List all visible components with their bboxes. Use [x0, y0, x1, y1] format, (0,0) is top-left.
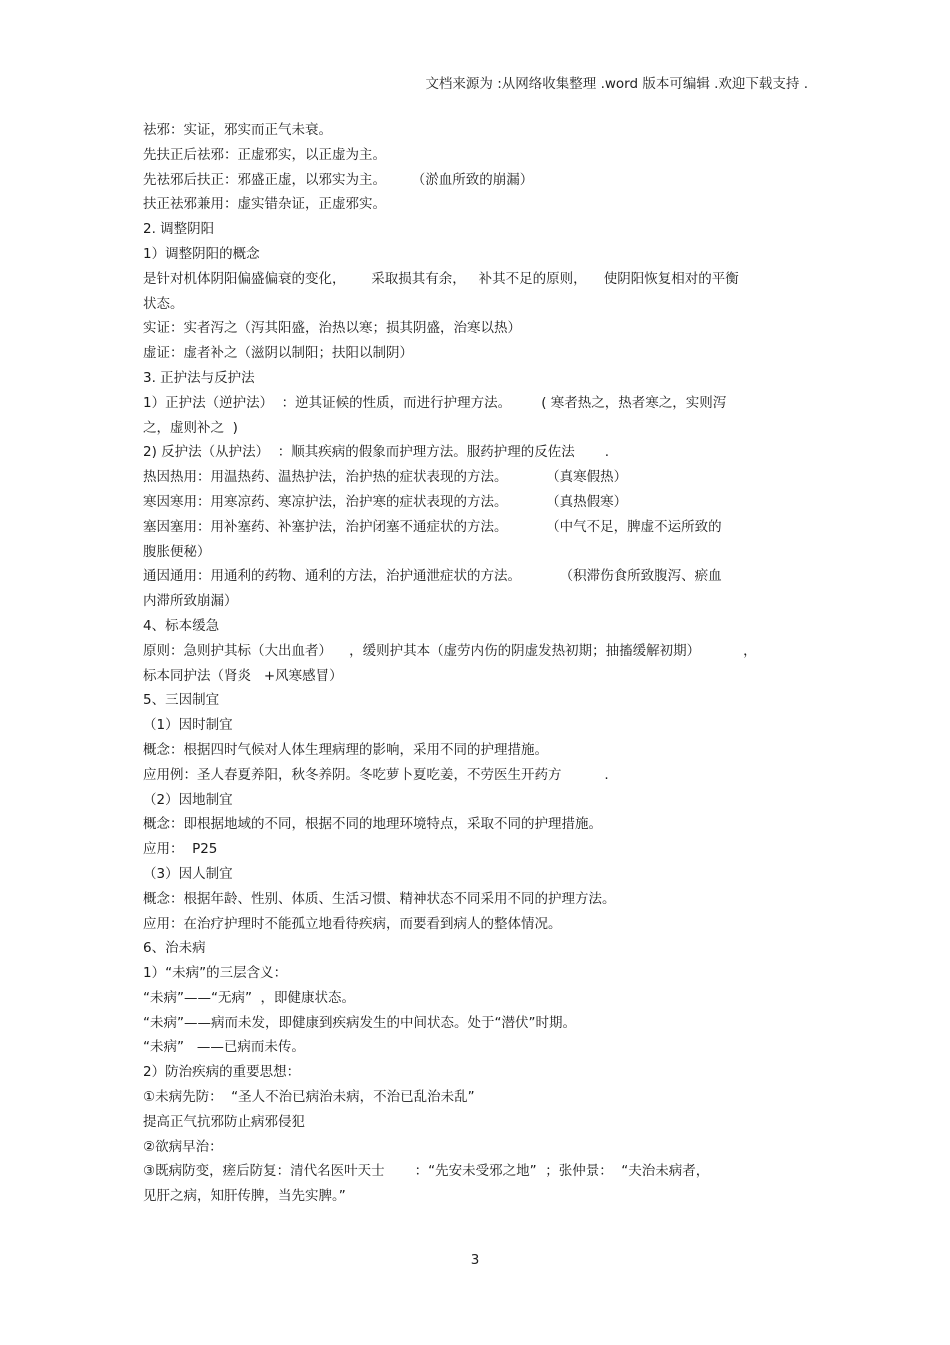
text-line: 祛邪：实证，邪实而正气未衰。	[143, 122, 332, 138]
text-line: 2) 反护法（从护法） ：顺其疾病的假象而护理方法。服药护理的反佐法 .	[143, 444, 610, 461]
text-line: 标本同护法（肾炎 +风寒感冒）	[143, 667, 343, 684]
text-line: 是针对机体阴阳偏盛偏衰的变化， 采取损其有余， 补其不足的原则， 使阴阳恢复相对的平衡	[143, 270, 739, 287]
text-line: “未病” ——已病而未传。	[143, 1039, 305, 1056]
page-number: 3	[470, 1252, 480, 1268]
text-line: 塞因塞用：用补塞药、补塞护法，治护闭塞不通症状的方法。 （中气不足，脾虚不运所致的	[143, 518, 722, 535]
text-line: 虚证：虚者补之（滋阴以制阳；扶阳以制阴）	[143, 345, 413, 362]
text-line: ③既病防变，瘥后防复：清代名医叶天士 ：“先安未受邪之地” ；张仲景： “夫治未病者，	[143, 1163, 710, 1180]
section-heading: 6、治未病	[143, 940, 206, 957]
subsection-heading: （2）因地制宜	[143, 791, 233, 808]
text-line: 先扶正后祛邪：正虚邪实，以正虚为主。	[143, 146, 386, 163]
section-heading: 5、三因制宜	[143, 692, 220, 709]
section-heading: 3. 正护法与反护法	[143, 369, 255, 386]
section-heading: 2. 调整阴阳	[143, 221, 215, 238]
page-header: 文档来源为 :从网络收集整理 .word 版本可编辑 .欢迎下载支持 .	[425, 76, 808, 92]
text-line: 应用： P25	[143, 841, 218, 858]
document-body	[143, 118, 808, 1209]
text-line: 寒因寒用：用寒凉药、寒凉护法，治护寒的症状表现的方法。 （真热假寒）	[143, 493, 628, 510]
text-line: 通因通用：用通利的药物、通利的方法，治护通泄症状的方法。 （积滞伤食所致腹泻、瘀血	[143, 568, 722, 585]
text-line: 原则：急则护其标（大出血者） ，缓则护其本（虚劳内伤的阴虚发热初期；抽搐缓解初期） ，	[143, 642, 757, 659]
text-line: 扶正祛邪兼用：虚实错杂证，正虚邪实。	[143, 196, 386, 213]
subsection-heading: （1）因时制宜	[143, 717, 233, 734]
section-heading: 4、标本缓急	[143, 617, 220, 634]
text-line: “未病”——病而未发，即健康到疾病发生的中间状态。处于“潜伏”时期。	[143, 1014, 576, 1031]
text-line: 提高正气抗邪防止病邪侵犯	[143, 1113, 305, 1130]
text-line: 1）正护法（逆护法） ：逆其证候的性质，而进行护理方法。 ( 寒者热之，热者寒之，实则泻	[143, 394, 727, 411]
text-line: 之，虚则补之 )	[143, 419, 238, 436]
text-line: 腹胀便秘）	[143, 543, 211, 560]
text-line: 概念：根据年龄、性别、体质、生活习惯、精神状态不同采用不同的护理方法。	[143, 890, 616, 907]
text-line: 热因热用：用温热药、温热护法，治护热的症状表现的方法。 （真寒假热）	[143, 469, 628, 486]
subsection-heading: 1）调整阴阳的概念	[143, 245, 260, 262]
text-line: 先祛邪后扶正：邪盛正虚，以邪实为主。 （淤血所致的崩漏）	[143, 171, 534, 188]
subsection-heading: 2）防治疾病的重要思想：	[143, 1064, 301, 1081]
subsection-heading: 1）“未病”的三层含义：	[143, 965, 288, 982]
text-line: 见肝之病，知肝传脾，当先实脾。”	[143, 1188, 346, 1205]
text-line: ②欲病早治：	[143, 1138, 223, 1155]
text-line: 概念：根据四时气候对人体生理病理的影响，采用不同的护理措施。	[143, 741, 548, 758]
text-line: 应用：在治疗护理时不能孤立地看待疾病，而要看到病人的整体情况。	[143, 915, 562, 932]
text-line: 应用例：圣人春夏养阳，秋冬养阴。冬吃萝卜夏吃姜，不劳医生开药方 .	[143, 766, 609, 783]
text-line: 状态。	[143, 295, 184, 312]
text-line: ①未病先防： “圣人不治已病治未病，不治已乱治未乱”	[143, 1089, 475, 1106]
text-line: 概念：即根据地域的不同，根据不同的地理环境特点，采取不同的护理措施。	[143, 816, 602, 833]
text-line: 实证：实者泻之（泻其阳盛，治热以寒；损其阴盛，治寒以热）	[143, 320, 521, 337]
text-line: 内滞所致崩漏）	[143, 593, 238, 610]
subsection-heading: （3）因人制宜	[143, 865, 233, 882]
text-line: “未病”——“无病” ，即健康状态。	[143, 989, 356, 1006]
